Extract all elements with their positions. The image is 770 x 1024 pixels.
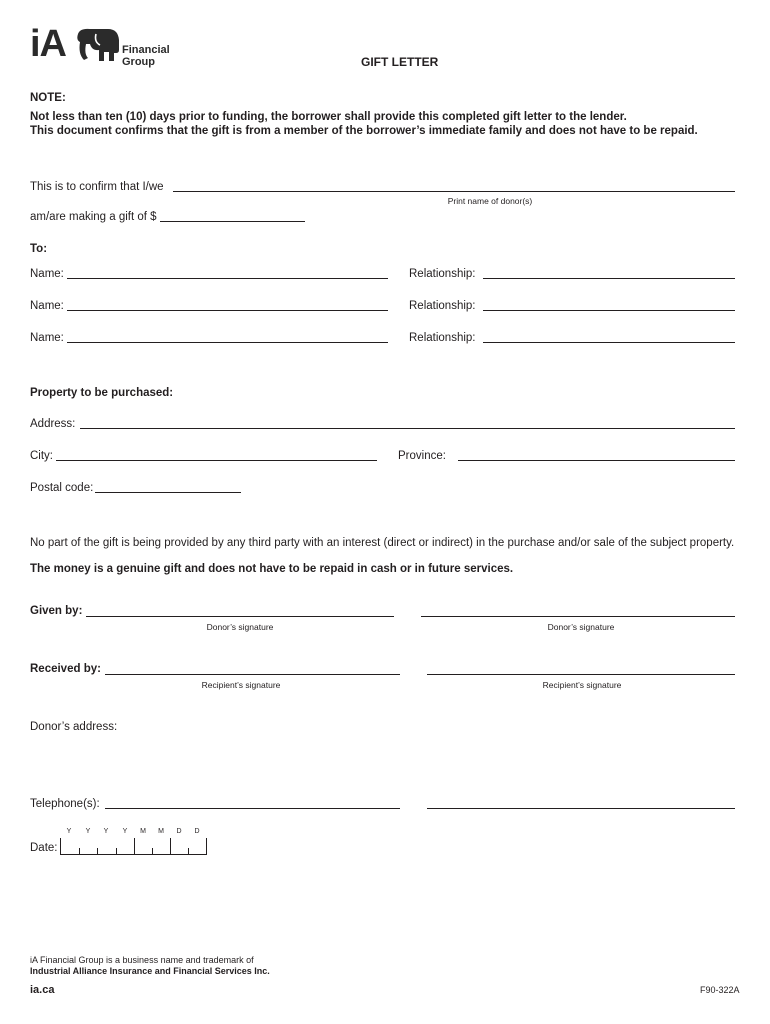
logo-text-line1: Financial <box>122 44 170 56</box>
postal-code-field[interactable] <box>95 492 241 493</box>
date-box-divider <box>79 848 80 854</box>
note-line-1: Not less than ten (10) days prior to funding, the borrower shall provide this completed gift letter to the lender. <box>30 111 627 123</box>
date-box-divider <box>116 848 117 854</box>
donor-signature-field-1[interactable] <box>86 616 394 617</box>
logo-text-line2: Group <box>122 56 155 68</box>
relationship-label: Relationship: <box>409 332 476 344</box>
date-box-divider <box>206 838 207 854</box>
telephone-field-1[interactable] <box>105 808 400 809</box>
relationship-label: Relationship: <box>409 268 476 280</box>
date-box-divider <box>60 838 61 854</box>
date-format-char: D <box>194 828 200 835</box>
address-label: Address: <box>30 418 76 430</box>
recipient-name-field[interactable] <box>67 342 388 343</box>
postal-code-label: Postal code: <box>30 482 94 494</box>
recipient-signature-caption: Recipient’s signature <box>542 680 622 690</box>
property-heading: Property to be purchased: <box>30 387 174 399</box>
third-party-statement: No part of the gift is being provided by any third party with an interest (direct or indirect) in the purchase and/or sale of the subject property. <box>30 537 735 549</box>
to-label: To: <box>30 243 48 255</box>
date-format-char: Y <box>122 828 128 835</box>
donor-signature-field-2[interactable] <box>421 616 735 617</box>
confirm-label: This is to confirm that I/we <box>30 181 164 193</box>
recipient-name-field[interactable] <box>67 278 388 279</box>
received-by-label: Received by: <box>30 663 101 675</box>
date-format-char: Y <box>66 828 72 835</box>
recipient-name-field[interactable] <box>67 310 388 311</box>
form-number: F90-322A <box>700 985 740 995</box>
donor-signature-caption: Donor’s signature <box>547 622 615 632</box>
company-logo <box>30 24 175 68</box>
footer-trademark-line: iA Financial Group is a business name and trademark of <box>30 955 254 965</box>
note-line-2: This document confirms that the gift is from a member of the borrower’s immediate family and does not have to be repaid. <box>30 125 698 137</box>
recipient-name-label: Name: <box>30 268 64 280</box>
relationship-field[interactable] <box>483 278 735 279</box>
given-by-label: Given by: <box>30 605 83 617</box>
donor-address-label: Donor’s address: <box>30 721 118 733</box>
footer-company-name: Industrial Alliance Insurance and Financial Services Inc. <box>30 966 270 976</box>
elephant-logo-icon <box>74 28 120 62</box>
donor-signature-caption: Donor’s signature <box>206 622 274 632</box>
footer-website-link[interactable]: ia.ca <box>30 984 55 996</box>
gift-amount-label: am/are making a gift of $ <box>30 211 157 223</box>
logo-mark: iA <box>30 23 66 65</box>
province-label: Province: <box>398 450 446 462</box>
date-box-divider <box>188 848 189 854</box>
telephone-label: Telephone(s): <box>30 798 100 810</box>
date-baseline <box>60 854 207 855</box>
donor-name-field[interactable] <box>173 191 735 192</box>
document-title: GIFT LETTER <box>361 55 439 69</box>
date-format-char: Y <box>103 828 109 835</box>
telephone-field-2[interactable] <box>427 808 735 809</box>
date-format-char: M <box>140 828 146 835</box>
date-format-char: M <box>158 828 164 835</box>
relationship-label: Relationship: <box>409 300 476 312</box>
genuine-gift-statement: The money is a genuine gift and does not have to be repaid in cash or in future services. <box>30 563 514 575</box>
date-box-divider <box>170 838 171 854</box>
city-label: City: <box>30 450 53 462</box>
date-box-divider <box>152 848 153 854</box>
donor-name-caption: Print name of donor(s) <box>447 196 533 206</box>
recipient-name-label: Name: <box>30 300 64 312</box>
relationship-field[interactable] <box>483 342 735 343</box>
date-box-divider <box>97 848 98 854</box>
recipient-signature-caption: Recipient’s signature <box>201 680 281 690</box>
city-field[interactable] <box>56 460 377 461</box>
recipient-name-label: Name: <box>30 332 64 344</box>
gift-amount-field[interactable] <box>160 221 305 222</box>
note-heading: NOTE: <box>30 92 66 104</box>
province-field[interactable] <box>458 460 735 461</box>
date-format-char: D <box>176 828 182 835</box>
recipient-signature-field-1[interactable] <box>105 674 400 675</box>
date-label: Date: <box>30 842 58 854</box>
recipient-signature-field-2[interactable] <box>427 674 735 675</box>
date-format-char: Y <box>85 828 91 835</box>
address-field[interactable] <box>80 428 735 429</box>
relationship-field[interactable] <box>483 310 735 311</box>
date-box-divider <box>134 838 135 854</box>
